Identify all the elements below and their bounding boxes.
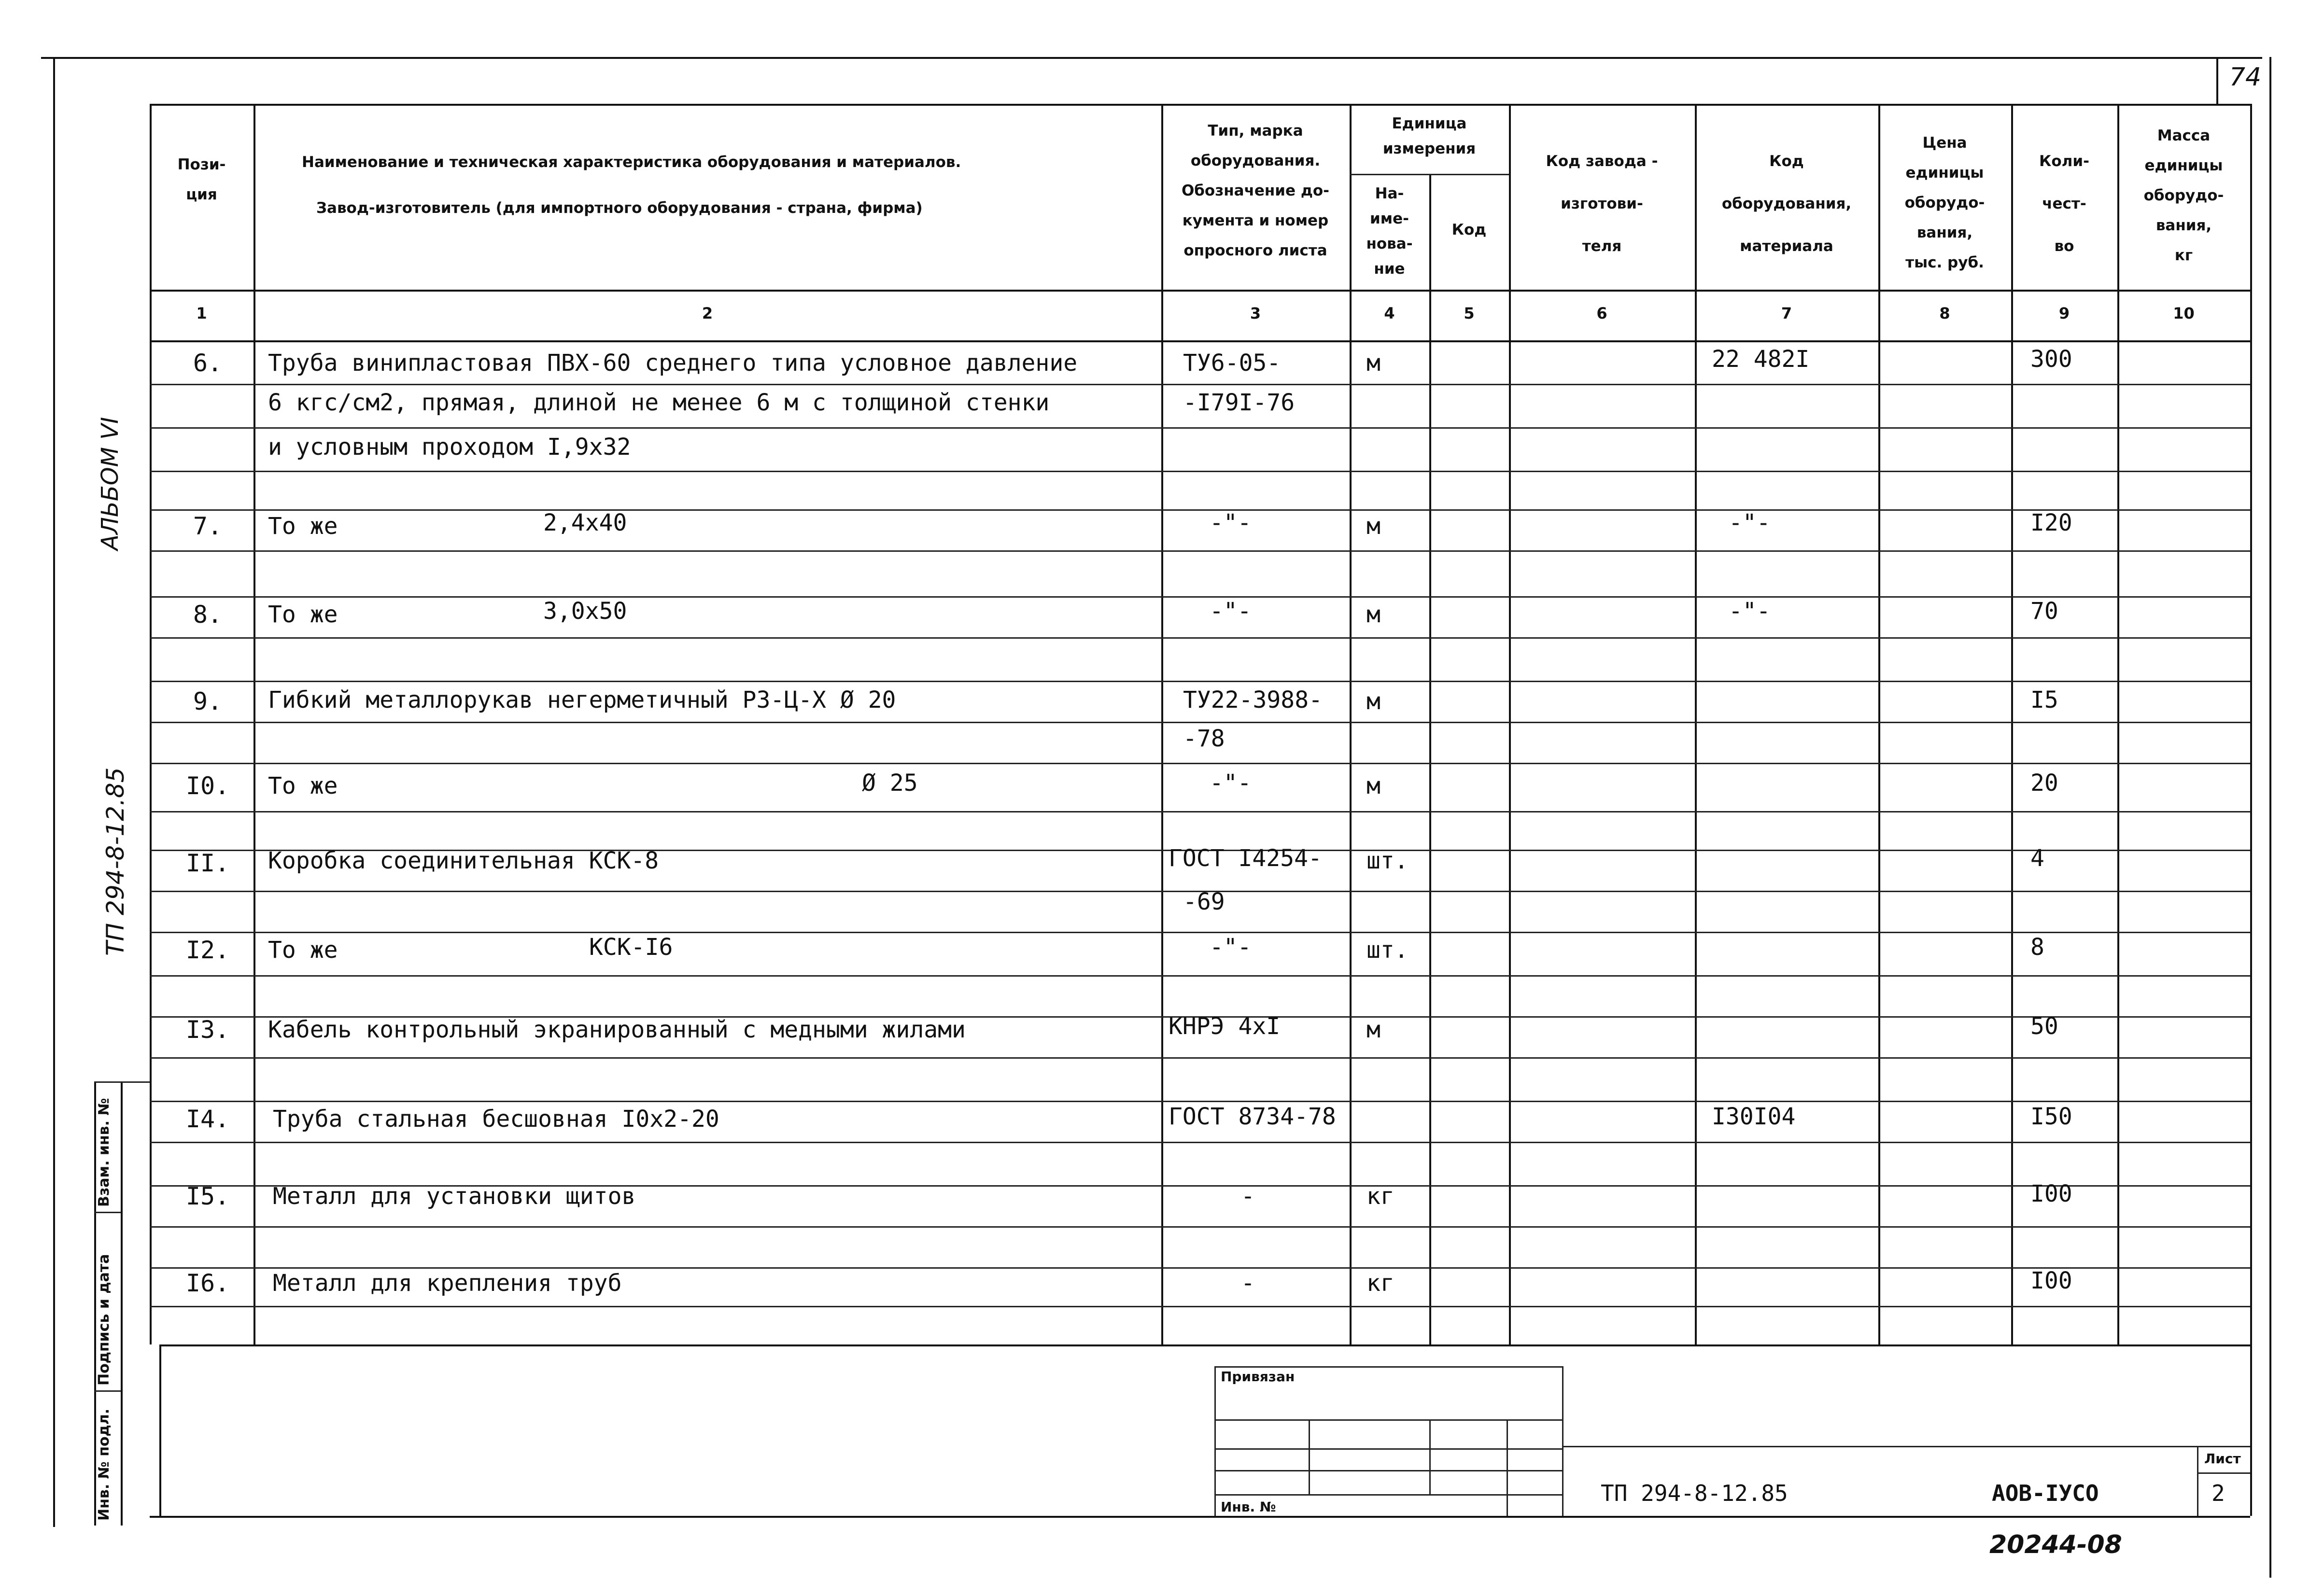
row-type: -I79I-76: [1183, 389, 1295, 416]
row-type: -"-: [1210, 509, 1252, 536]
sheet-box-mid: [2197, 1472, 2250, 1474]
row-position: 8.: [193, 601, 223, 629]
side-album-label: АЛЬБОМ VI: [97, 417, 124, 550]
col-line-5: [1509, 104, 1511, 1344]
sheet-code: АОВ-IУСО: [1992, 1480, 2099, 1506]
header-unit-group: Единица измерения: [1382, 115, 1476, 157]
row-line: [150, 471, 2250, 472]
row-type: -"-: [1210, 598, 1252, 625]
sheet-number: 2: [2211, 1480, 2225, 1506]
row-qty: 20: [2030, 770, 2058, 797]
row-type: -78: [1183, 725, 1225, 752]
side-project-label: ТП 294-8-12.85: [101, 767, 129, 956]
row-position: I4.: [185, 1105, 230, 1133]
row-position: I3.: [185, 1016, 230, 1044]
row-name: 6 кгс/см2, прямая, длиной не менее 6 м с толщиной стенки: [268, 389, 1050, 416]
row-name: Гибкий металлорукав негерметичный РЗ-Ц-Х Ø 20: [268, 686, 896, 714]
row-qty: 70: [2030, 598, 2058, 625]
doc-code: ТП 294-8-12.85: [1601, 1480, 1788, 1506]
colnum-8: 8: [1939, 304, 1950, 322]
privyazan-top: [1214, 1366, 1562, 1368]
col-line-4: [1429, 174, 1431, 1344]
side-stamp-top: [94, 1081, 150, 1083]
header-col7: Код оборудования, материала: [1721, 153, 1852, 255]
col-line-3: [1350, 104, 1352, 1344]
row-name-dim: КСК-I6: [589, 934, 673, 961]
page-number-divider: [2216, 57, 2218, 105]
row-unit: м: [1366, 350, 1380, 377]
col-line-8: [2011, 104, 2013, 1344]
row-line: [150, 681, 2250, 682]
row-line: [150, 975, 2250, 977]
row-code: -"-: [1729, 598, 1771, 625]
row-position: I2.: [185, 936, 230, 964]
row-line: [150, 722, 2250, 723]
page-number: 74: [2229, 63, 2262, 92]
row-code: 22 482I: [1712, 346, 1810, 373]
table-colnum-bottom: [150, 340, 2250, 342]
row-line: [150, 509, 2250, 511]
row-line: [150, 427, 2250, 429]
privyazan-label: Привязан: [1221, 1369, 1295, 1385]
header-col10: Масса единицы оборудо- вания, кг: [2143, 127, 2224, 264]
side-stamp-div: [94, 1390, 121, 1392]
title-block-bottom: [150, 1516, 2250, 1518]
row-position: 6.: [193, 349, 223, 377]
row-name: Коробка соединительная КСК-8: [268, 847, 659, 874]
row-position: II.: [185, 849, 230, 877]
row-unit: кг: [1366, 1270, 1394, 1297]
row-line: [150, 932, 2250, 933]
table-body-bottom: [159, 1344, 2250, 1346]
row-code: -"-: [1729, 509, 1771, 536]
side-stamp-mid: [121, 1081, 123, 1526]
col-line-6: [1695, 104, 1697, 1344]
header-col1: Пози- ция: [177, 156, 226, 203]
row-unit: шт.: [1366, 937, 1409, 964]
row-name: Труба винипластовая ПВХ-60 среднего типа условное давление: [268, 350, 1078, 377]
header-col4: На- име- нова- ние: [1366, 185, 1413, 278]
row-unit: шт.: [1366, 847, 1409, 874]
header-col5: Код: [1451, 221, 1487, 238]
table-right-border: [2250, 104, 2252, 1516]
sheet-label: Лист: [2204, 1451, 2241, 1467]
privyazan-left: [1214, 1366, 1216, 1516]
row-name: и условным проходом I,9x32: [268, 434, 631, 461]
unit-group-divider: [1350, 174, 1509, 175]
privyazan-col: [1309, 1419, 1310, 1494]
colnum-3: 3: [1250, 304, 1261, 322]
col-line-9: [2117, 104, 2119, 1344]
row-line: [150, 384, 2250, 385]
col-line-1: [254, 104, 255, 1344]
row-unit: кг: [1366, 1183, 1394, 1210]
row-unit: м: [1366, 513, 1380, 540]
doc-code-top: [1562, 1446, 2250, 1447]
frame-left-line: [53, 57, 55, 1527]
row-name: Кабель контрольный экранированный с медными жилами: [268, 1016, 966, 1043]
header-col9: Коли- чест- во: [2039, 153, 2089, 255]
row-type: -69: [1183, 888, 1225, 915]
colnum-9: 9: [2058, 304, 2070, 322]
row-position: 7.: [193, 512, 223, 540]
row-name-prefix: То же: [268, 772, 338, 799]
header-col2-line2: Завод-изготовитель (для импортного оборудования - страна, фирма): [316, 199, 923, 217]
row-qty: 300: [2030, 346, 2072, 373]
side-stamp-div: [94, 1212, 121, 1213]
row-name: Металл для установки щитов: [273, 1183, 636, 1210]
header-col8: Цена единицы оборудо- вания, тыс. руб.: [1904, 134, 1985, 271]
row-position: I5.: [185, 1182, 230, 1210]
colnum-5: 5: [1464, 304, 1475, 322]
footer-number: 20244-08: [1989, 1530, 2122, 1559]
row-line: [150, 1226, 2250, 1228]
row-position: I0.: [185, 772, 230, 800]
col-line-7: [1878, 104, 1880, 1344]
colnum-7: 7: [1781, 304, 1792, 322]
row-name: Металл для крепления труб: [273, 1270, 622, 1297]
row-type: КНРЭ 4xI: [1169, 1013, 1281, 1040]
privyazan-right: [1562, 1366, 1563, 1516]
side-label-inv: Инв. № подл.: [96, 1408, 113, 1521]
row-type: -"-: [1210, 934, 1252, 961]
row-line: [150, 1142, 2250, 1143]
row-qty: I00: [2030, 1267, 2072, 1294]
row-line: [150, 1101, 2250, 1102]
row-type: ТУ22-3988-: [1183, 686, 1323, 714]
row-name-prefix: То же: [268, 513, 338, 540]
row-qty: 4: [2030, 845, 2044, 872]
privyazan-col: [1429, 1419, 1431, 1494]
privyazan-line: [1214, 1419, 1562, 1421]
row-line: [150, 811, 2250, 812]
privyazan-line: [1214, 1448, 1562, 1450]
colnum-6: 6: [1596, 304, 1607, 322]
col-line-2: [1161, 104, 1163, 1344]
row-type: -: [1241, 1183, 1255, 1210]
header-col6: Код завода - изготови- теля: [1546, 153, 1658, 255]
privyazan-col: [1507, 1419, 1508, 1516]
side-label-vzam: Взам. инв. №: [96, 1098, 113, 1207]
row-qty: I5: [2030, 686, 2058, 714]
row-line: [150, 1306, 2250, 1307]
row-line: [150, 596, 2250, 598]
colnum-4: 4: [1384, 304, 1395, 322]
row-type: -"-: [1210, 770, 1252, 797]
sheet-box-left: [2197, 1446, 2198, 1516]
side-label-sign: Подпись и дата: [96, 1254, 113, 1386]
row-line: [150, 1267, 2250, 1269]
row-qty: 8: [2030, 934, 2044, 961]
row-name-prefix: То же: [268, 601, 338, 628]
frame-top-line: [41, 57, 2262, 59]
row-name-prefix: То же: [268, 937, 338, 964]
row-type: -: [1241, 1270, 1255, 1297]
row-unit: м: [1366, 688, 1380, 715]
privyazan-line: [1214, 1470, 1562, 1471]
row-name-dim: Ø 25: [862, 770, 918, 797]
row-type: ГОСТ I4254-: [1169, 845, 1322, 872]
inv-no-label: Инв. №: [1221, 1499, 1276, 1515]
row-unit: м: [1366, 1016, 1380, 1043]
row-position: 9.: [193, 687, 223, 715]
row-line: [150, 1057, 2250, 1059]
row-position: I6.: [185, 1269, 230, 1297]
row-name-dim: 2,4x40: [543, 509, 627, 536]
row-type: ТУ6-05-: [1183, 350, 1281, 377]
privyazan-line: [1214, 1494, 1562, 1496]
header-col2-line1: Наименование и техническая характеристика оборудования и материалов.: [302, 154, 961, 171]
row-line: [150, 637, 2250, 639]
table-header-bottom: [150, 290, 2250, 292]
row-qty: I00: [2030, 1180, 2072, 1207]
header-col3: Тип, марка оборудования. Обозначение до- кумента и номер опросного листа: [1181, 122, 1330, 259]
row-line: [150, 550, 2250, 552]
row-qty: 50: [2030, 1013, 2058, 1040]
frame-right-line: [2269, 57, 2271, 1578]
colnum-1: 1: [196, 304, 207, 322]
colnum-10: 10: [2173, 304, 2195, 322]
row-unit: м: [1366, 601, 1380, 628]
row-code: I30I04: [1712, 1103, 1796, 1130]
row-unit: м: [1366, 772, 1380, 799]
row-type: ГОСТ 8734-78: [1169, 1103, 1336, 1130]
row-qty: I50: [2030, 1103, 2072, 1130]
row-name: Труба стальная бесшовная I0x2-20: [273, 1106, 719, 1133]
row-qty: I20: [2030, 509, 2072, 536]
row-name-dim: 3,0x50: [543, 598, 627, 625]
colnum-2: 2: [702, 304, 713, 322]
row-line: [150, 763, 2250, 764]
title-block-left: [159, 1344, 161, 1516]
